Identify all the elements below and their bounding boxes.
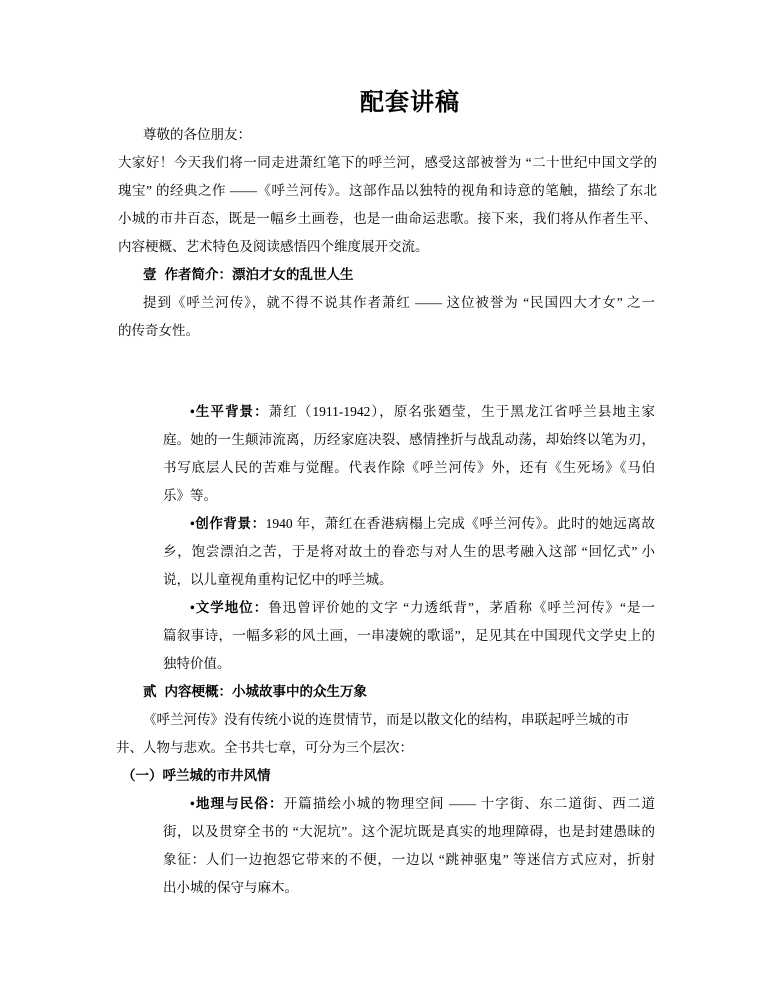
bullet-line: 说，以儿童视角重构记忆中的呼兰城。 [163,572,393,587]
bullet-icon: • [190,600,195,615]
section-title: 作者简介：漂泊才女的乱世人生 [164,267,354,282]
bullet-line: 篇叙事诗，一幅多彩的风土画，一串凄婉的歌谣”，足见其在中国现代文学史上的 [163,628,655,643]
section-number: 壹 [143,267,157,282]
bullet-line: 乐》等。 [163,488,217,503]
bullet-line: 书写底层人民的苦难与觉醒。代表作除《呼兰河传》外，还有《生死场》《马伯 [163,460,655,475]
bullet-line: 出小城的保守与麻木。 [163,880,298,895]
bullet-line: 独特价值。 [163,656,231,671]
blank-space [0,345,770,398]
bullet-first-line [190,790,655,818]
bullet-text: 1940 年，萧红在香港病榻上完成《呼兰河传》。此时的她远离故 [265,516,656,531]
paragraph-line: 井、人物与悲欢。全书共七章，可分为三个层次： [116,740,413,755]
bullet-line: 乡，饱尝漂泊之苦，于是将对故土的眷恋与对人生的思考融入这部 “回忆式” 小 [163,544,655,559]
bullet-item [0,510,770,594]
bullet-icon: • [190,516,195,531]
bullet-first-line [190,398,655,426]
section-heading-2 [143,678,770,706]
bullet-label: 创作背景： [194,516,266,531]
bullet-text: 萧红（1911-1942），原名张廼莹，生于黑龙江省呼兰县地主家 [268,404,655,419]
intro-line: 小城的市井百态，既是一幅乡土画卷，也是一曲命运悲歌。接下来，我们将从作者生平、 [118,211,657,226]
bullet-line: 庭。她的一生颠沛流离，历经家庭决裂、感情挫折与战乱动荡，却始终以笔为刃， [163,432,655,447]
bullet-item [0,790,770,902]
bullet-first-line [190,594,655,622]
bullet-label: 生平背景： [194,404,269,419]
section-number: 贰 [143,684,157,699]
intro-line: 瑰宝” 的经典之作 ——《呼兰河传》。这部作品以独特的视角和诗意的笔触，描绘了东北 [118,183,657,198]
paragraph-line: 《呼兰河传》没有传统小说的连贯情节，而是以散文化的结构，串联起呼兰城的市 [143,712,629,727]
bullet-icon: • [190,796,195,811]
bullet-text: 开篇描绘小城的物理空间 —— 十字街、东二道街、西二道 [283,796,656,811]
bullet-item [0,594,770,678]
bullet-line: 象征：人们一边抱怨它带来的不便，一边以 “跳神驱鬼” 等迷信方式应对，折射 [163,852,655,867]
bullet-label: 地理与民俗： [194,796,284,811]
subsection-heading: （一）呼兰城的市井风情 [122,768,271,783]
intro-line: 内容梗概、艺术特色及阅读感悟四个维度展开交流。 [118,239,429,254]
bullet-label: 文学地位： [194,600,269,615]
bullet-first-line [190,510,655,538]
paragraph-line: 的传奇女性。 [118,323,199,338]
section-heading-1 [143,261,770,289]
section-title: 内容梗概：小城故事中的众生万象 [164,684,367,699]
greeting: 尊敬的各位朋友： [143,127,251,142]
bullet-line: 街，以及贯穿全书的 “大泥坑”。这个泥坑既是真实的地理障碍，也是封建愚昧的 [163,824,655,839]
bullet-text: 鲁迅曾评价她的文字 “力透纸背”，茅盾称《呼兰河传》“是一 [268,600,655,615]
paragraph-line: 提到《呼兰河传》，就不得不说其作者萧红 —— 这位被誉为 “民国四大才女” 之一 [143,295,655,310]
intro-line: 大家好！今天我们将一同走进萧红笔下的呼兰河，感受这部被誉为 “二十世纪中国文学的 [118,155,657,170]
bullet-item [0,398,770,510]
page-title: 配套讲稿 [360,90,460,116]
bullet-icon: • [190,404,195,419]
